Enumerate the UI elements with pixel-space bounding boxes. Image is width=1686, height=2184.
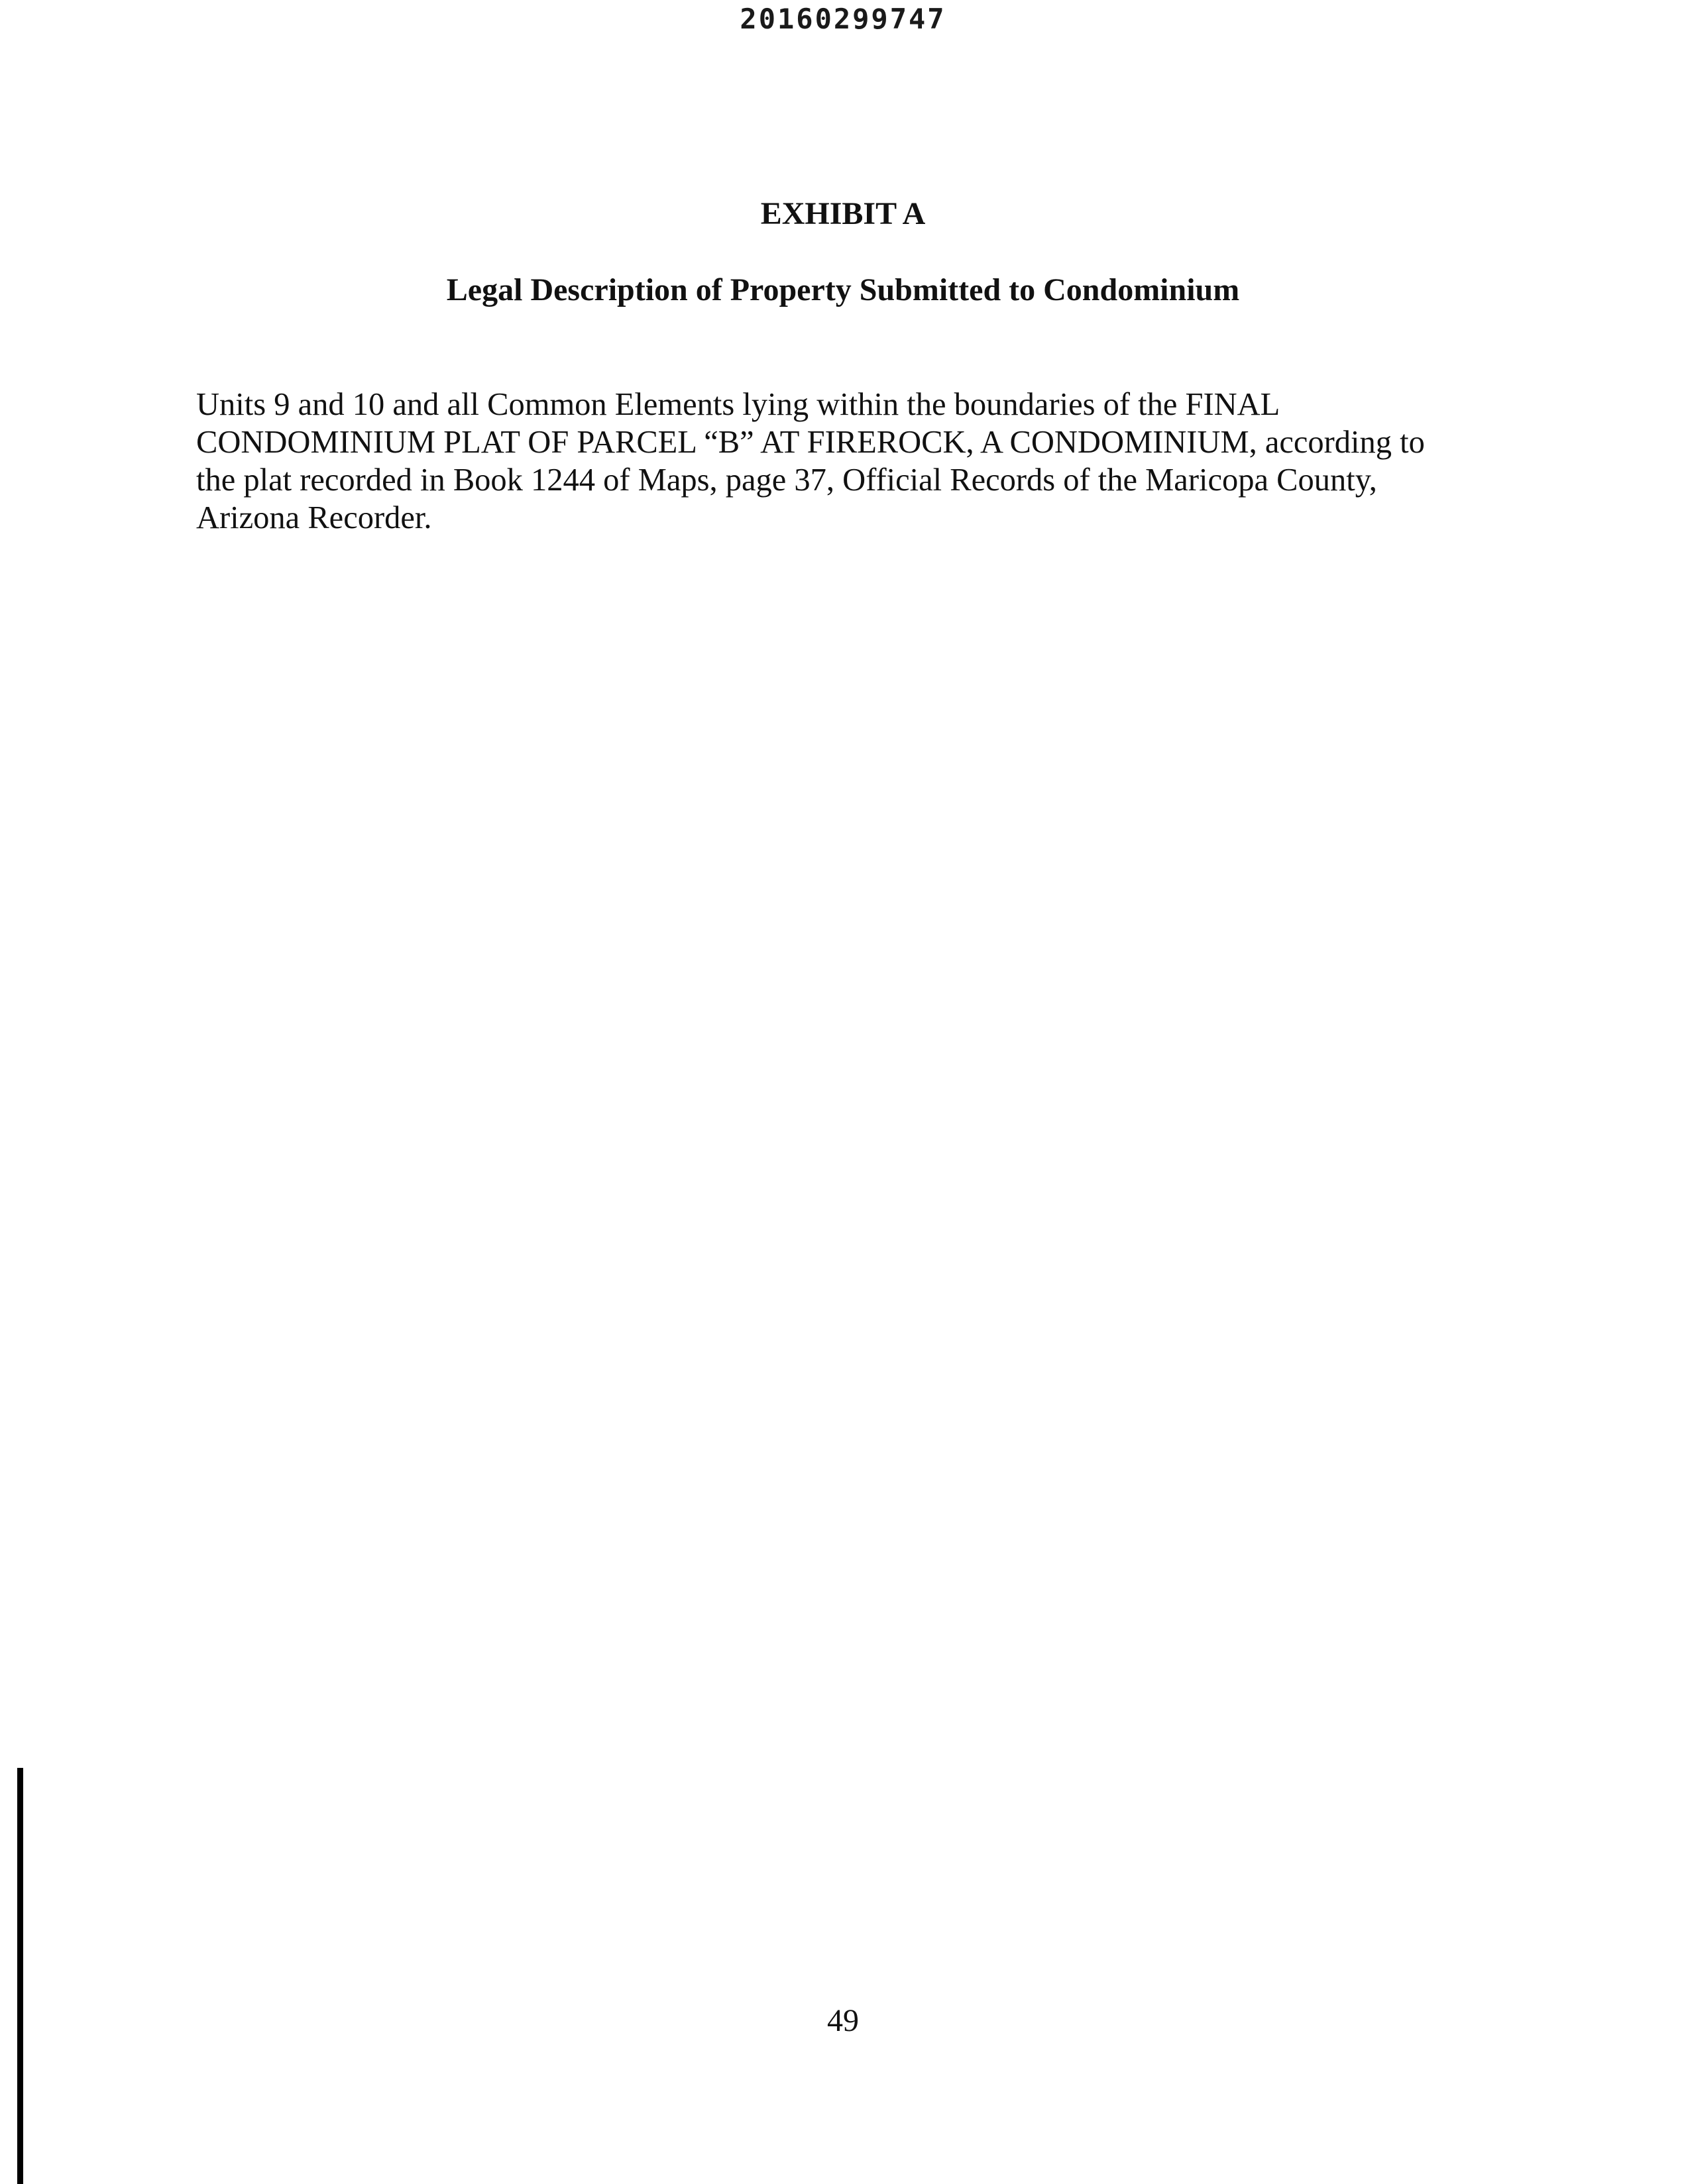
legal-description-line: Arizona Recorder. bbox=[196, 500, 432, 535]
exhibit-subtitle: Legal Description of Property Submitted to Condominium bbox=[446, 272, 1240, 307]
page-number: 49 bbox=[827, 2003, 859, 2038]
legal-description-line: CONDOMINIUM PLAT OF PARCEL “B” AT FIREROCK, A CONDOMINIUM, according to bbox=[196, 425, 1425, 460]
recording-number: 20160299747 bbox=[740, 3, 946, 35]
scan-edge-mark bbox=[17, 1768, 23, 2184]
legal-description bbox=[196, 386, 1522, 537]
legal-description-line: Units 9 and 10 and all Common Elements lying within the boundaries of the FINAL bbox=[196, 387, 1280, 422]
legal-description-line: the plat recorded in Book 1244 of Maps, page 37, Official Records of the Maricopa County, bbox=[196, 463, 1377, 498]
exhibit-title: EXHIBIT A bbox=[760, 196, 926, 231]
